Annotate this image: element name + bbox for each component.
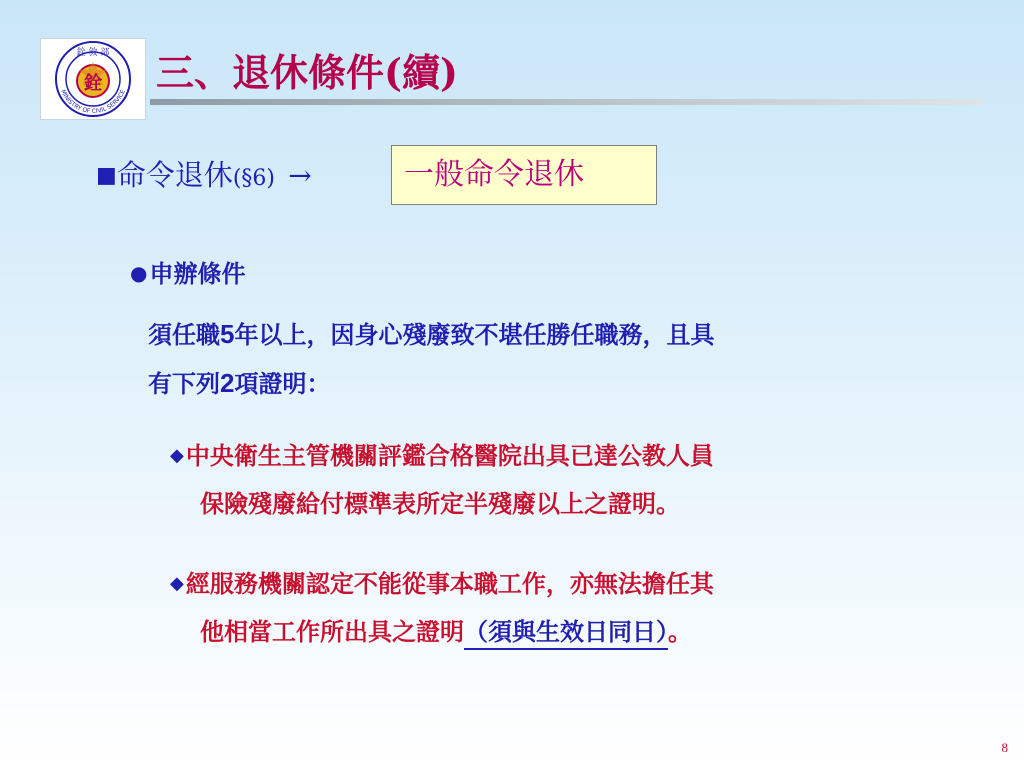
square-bullet-icon: ■ xyxy=(96,163,117,188)
diamond-bullet-icon: ◆ xyxy=(170,573,184,594)
ministry-seal-icon xyxy=(45,39,141,119)
conditions-paragraph xyxy=(148,310,968,408)
diamond-bullet-icon: ◆ xyxy=(170,445,184,466)
item2-line1: 經服務機關認定不能從事本職工作，亦無法擔任其 xyxy=(185,569,714,598)
page-title: 三、退休條件(續) xyxy=(156,50,458,95)
item1-line1: 中央衛生主管機關評鑑合格醫院出具已達公教人員 xyxy=(185,441,714,470)
logo-top-text: 銓 敘 部 xyxy=(76,48,110,58)
item2-line2-end: 。 xyxy=(668,617,692,646)
right-arrow-icon: → xyxy=(288,159,312,192)
command-label: 命令退休 xyxy=(116,158,233,192)
dot-bullet-icon: ● xyxy=(130,261,148,285)
effective-date-note: （須與生效日同日） xyxy=(464,617,668,650)
body-part4: 項證明： xyxy=(234,369,331,398)
logo-center-char: 銓 xyxy=(84,73,102,94)
years-number: 5 xyxy=(220,319,235,349)
title-divider xyxy=(150,99,984,105)
subheading-text: 申辦條件 xyxy=(149,259,246,288)
application-conditions-heading xyxy=(130,258,245,289)
logo-ring-text: MINISTRY OF CIVIL SERVICE xyxy=(59,88,127,116)
body-part2: 年以上，因身心殘廢致不堪任勝任職務，且具 xyxy=(234,320,715,349)
general-command-retirement-box: 一般命令退休 xyxy=(391,145,657,205)
proof-item-agency xyxy=(170,560,960,656)
page-number: 8 xyxy=(1001,740,1008,755)
proof-item-hospital xyxy=(170,432,960,528)
ministry-logo xyxy=(40,38,146,120)
command-retirement-line xyxy=(96,155,312,199)
proof-count-number: 2 xyxy=(220,368,235,398)
item1-line2: 保險殘廢給付標準表所定半殘廢以上之證明。 xyxy=(200,489,680,518)
item2-line2: 他相當工作所出具之證明 xyxy=(200,617,464,646)
body-part1: 須任職 xyxy=(148,320,220,349)
section-reference: (§6) xyxy=(232,166,275,191)
body-part3: 有下列 xyxy=(148,369,220,398)
